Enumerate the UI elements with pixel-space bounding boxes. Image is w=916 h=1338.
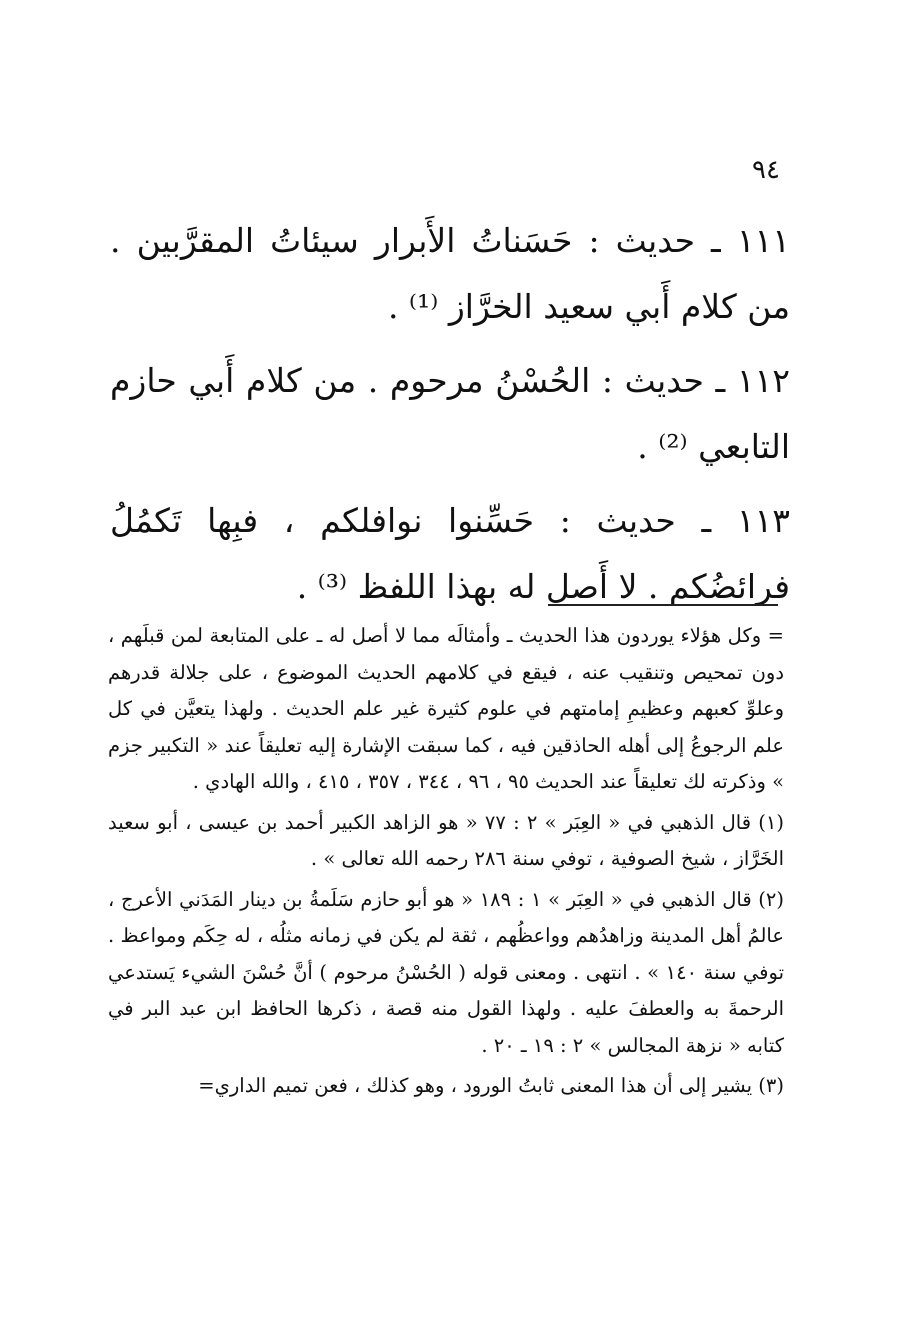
entry-text: ـ حديث : حَسِّنوا نوافلكم ، فبِها تَكمُلُ فرائضُكم . لا أَصل له بهذا اللفظ ⁽³⁾ .: [110, 501, 790, 606]
footnote-2: (٢) قال الذهبي في « العِبَر » ١ : ١٨٩ « هو أبو حازم سَلَمةُ بن دينار المَدَني الأعرج ، عالمُ أهل المدينة وزاهدُهم وواعظُهم ، ثقة لم يكن في زمانه مثلُه ، له حِكَم ومواعظ . توفي سنة ١٤٠ » . انتهى . ومعنى قوله ( الحُسْنُ مرحوم ) أنَّ حُسْنَ الشيء يَستدعي الرحمةَ به والعطفَ عليه . ولهذا القول منه قصة ، ذكرها الحافظ ابن عبد البر في كتابه « نزهة المجالس » ٢ : ١٩ ـ ٢٠ .: [108, 887, 785, 1057]
hadith-entry-113: [110, 488, 790, 620]
entry-number: ١١٢: [736, 361, 790, 400]
footnotes: [108, 618, 784, 1109]
footnote-1: (١) قال الذهبي في « العِبَر » ٢ : ٧٧ « هو الزاهد الكبير أحمد بن عيسى ، أبو سعيد الخَرَّاز ، شيخ الصوفية ، توفي سنة ٢٨٦ رحمه الله تعالى » .: [108, 810, 785, 870]
footnote-3: (٣) يشير إلى أن هذا المعنى ثابتُ الورود ، وهو كذلك ، فعن تميم الداري=: [198, 1074, 784, 1097]
hadith-entry-112: [110, 348, 790, 480]
entry-text: ـ حديث : حَسَناتُ الأَبرار سيئاتُ المقرَّبين . من كلام أَبي سعيد الخرَّاز ⁽¹⁾ .: [110, 221, 790, 326]
footnote-continuation: = وكل هؤلاء يوردون هذا الحديث ـ وأمثالَه مما لا أصل له ـ على المتابعة لمن قبلَهم ، دون تمحيص وتنقيب عنه ، فيقع في كلامهم الحديث الموضوع ، على جلالة قدرهم وعلوِّ كعبهم وعظيمِ إمامتهم في علوم كثيرة غير علم الحديث . ولهذا يتعيَّن في كل علم الرجوعُ إلى أهله الحاذقين فيه ، كما سبقت الإشارة إليه تعليقاً عند « التكبير جزم » وذكرته لك تعليقاً عند الحديث ٩٥ ، ٩٦ ، ٣٤٤ ، ٣٥٧ ، ٤١٥ ، والله الهادي .: [108, 624, 784, 793]
entry-text: ـ حديث : الحُسْنُ مرحوم . من كلام أَبي حازم التابعي ⁽²⁾ .: [110, 361, 790, 466]
main-text: [110, 208, 790, 628]
hadith-entry-111: [110, 208, 790, 340]
entry-number: ١١١: [736, 221, 790, 260]
footnote-separator: [548, 604, 778, 606]
entry-number: ١١٣: [736, 501, 791, 540]
page-number: ٩٤: [752, 155, 780, 185]
